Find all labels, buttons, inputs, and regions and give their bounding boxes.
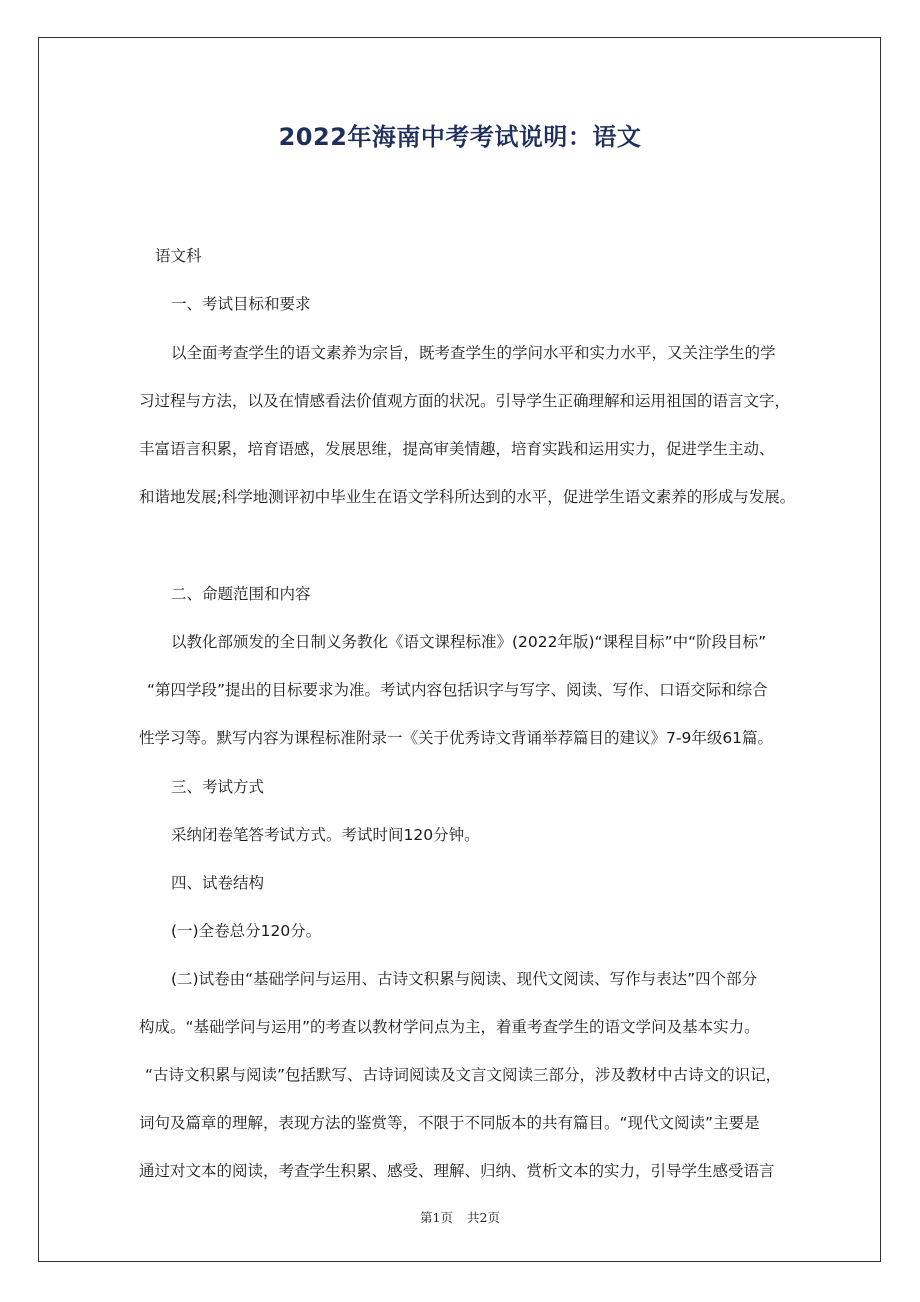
subject-label: 语文科 — [155, 247, 202, 265]
paragraph-line: 词句及篇章的理解，表现方法的鉴赏等，不限于不同版本的共有篇目。“现代文阅读”主要是 — [139, 1114, 760, 1132]
paragraph-line: 构成。“基础学问与运用”的考查以教材学问点为主，着重考查学生的语文学问及基本实力。 — [139, 1018, 760, 1036]
section-heading-3: 三、考试方式 — [171, 778, 265, 796]
page-number: 第1页 — [420, 1210, 453, 1225]
paragraph-line: “古诗文积累与阅读”包括默写、古诗词阅读及文言文阅读三部分，涉及教材中古诗文的识记， — [145, 1066, 782, 1084]
paragraph-line: 采纳闭卷笔答考试方式。考试时间120分钟。 — [171, 826, 480, 844]
list-item: (一)全卷总分120分。 — [171, 922, 322, 940]
paragraph-line: 和谐地发展;科学地测评初中毕业生在语文学科所达到的水平，促进学生语文素养的形成与发展。 — [139, 488, 796, 506]
document-title: 2022年海南中考考试说明：语文 — [278, 123, 642, 151]
paragraph-line: 丰富语言积累，培育语感，发展思维，提高审美情趣，培育实践和运用实力，促进学生主动、 — [139, 440, 775, 458]
section-heading-4: 四、试卷结构 — [171, 874, 265, 892]
paragraph-line: 以全面考查学生的语文素养为宗旨，既考查学生的学问水平和实力水平，又关注学生的学 — [171, 344, 776, 362]
section-heading-2: 二、命题范围和内容 — [171, 585, 311, 603]
paragraph-line: 通过对文本的阅读，考查学生积累、感受、理解、归纳、赏析文本的实力，引导学生感受语言 — [139, 1162, 775, 1180]
paragraph-line: (二)试卷由“基础学问与运用、古诗文积累与阅读、现代文阅读、写作与表达”四个部分 — [171, 970, 758, 988]
paragraph-line: 以教化部颁发的全日制义务教化《语文课程标准》(2022年版)“课程目标”中“阶段目标” — [171, 633, 767, 651]
page-footer — [0, 1208, 920, 1226]
section-heading-1: 一、考试目标和要求 — [171, 295, 311, 313]
paragraph-line: 习过程与方法，以及在情感看法价值观方面的状况。引导学生正确理解和运用祖国的语言文字， — [139, 392, 791, 410]
page-total: 共2页 — [467, 1210, 500, 1225]
paragraph-line: “第四学段”提出的目标要求为准。考试内容包括识字与写字、阅读、写作、口语交际和综合 — [147, 681, 768, 699]
paragraph-line: 性学习等。默写内容为课程标准附录一《关于优秀诗文背诵举荐篇目的建议》7-9年级61篇。 — [139, 729, 774, 747]
